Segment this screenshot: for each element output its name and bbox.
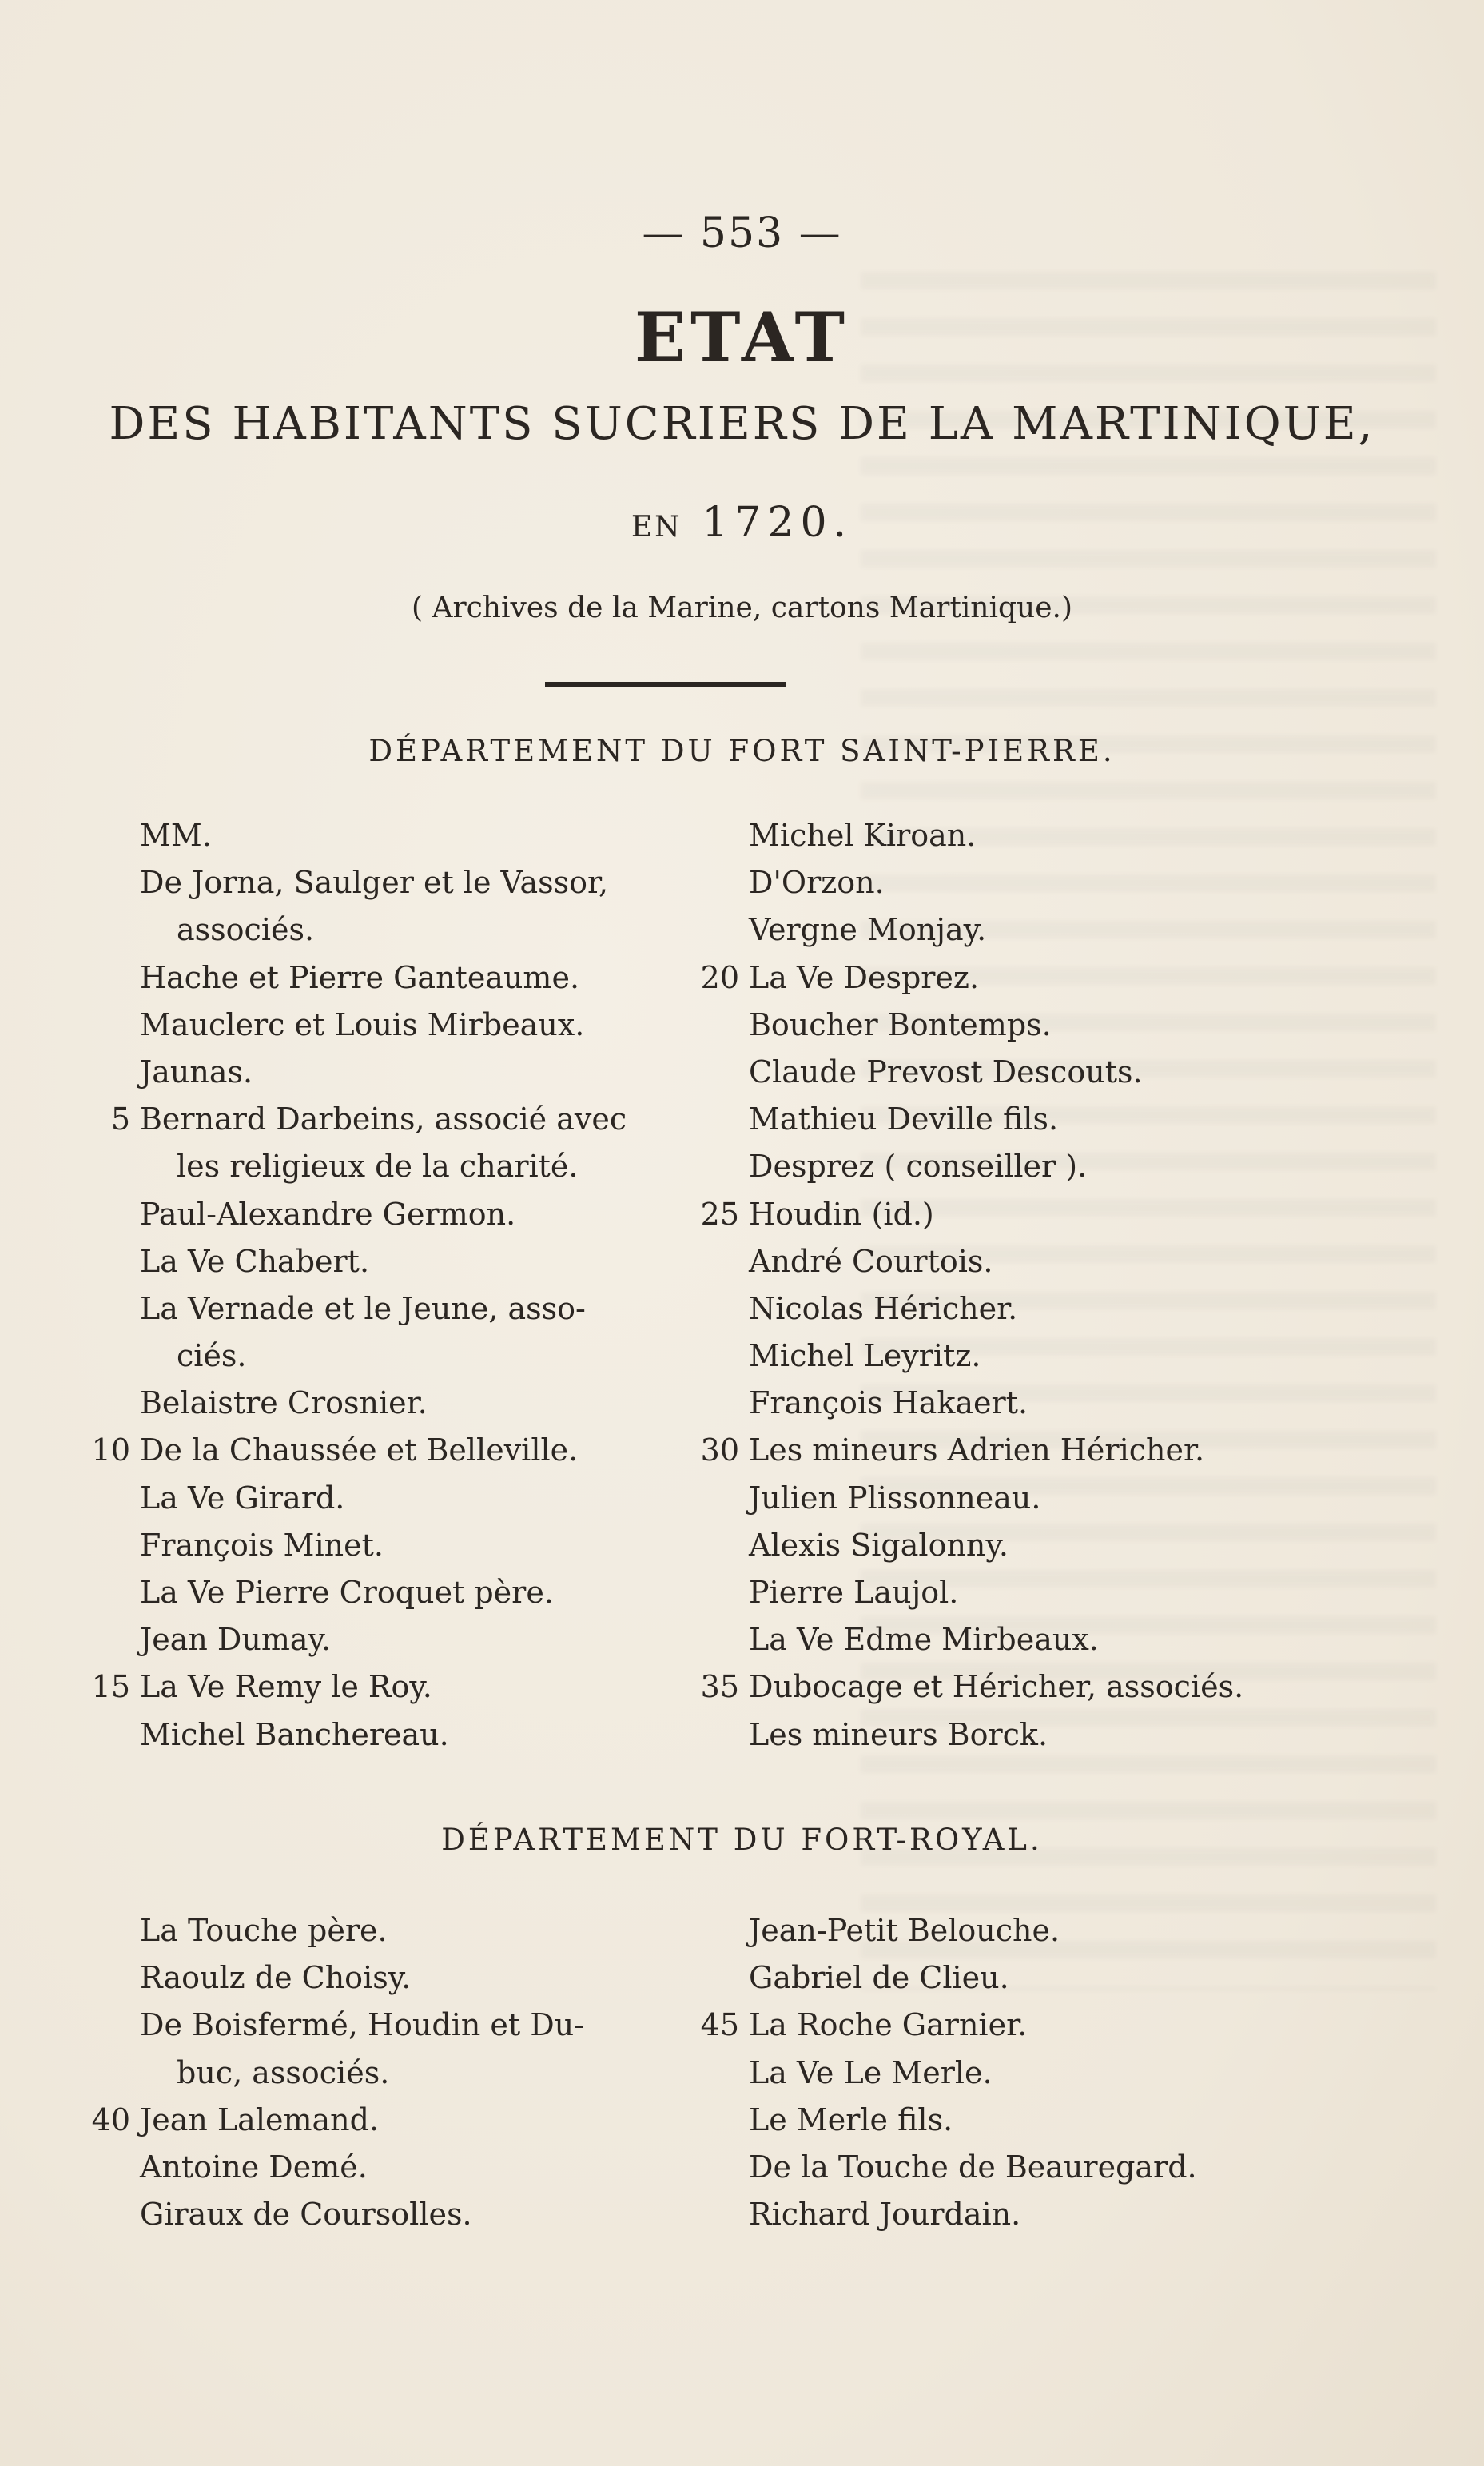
page-number: — 553 — bbox=[642, 209, 842, 257]
entry-text: La Ve Remy le Roy. bbox=[140, 1669, 432, 1705]
entry-text: Michel Leyritz. bbox=[749, 1338, 981, 1374]
list-item bbox=[749, 1522, 1324, 1569]
entry-text: Vergne Monjay. bbox=[749, 912, 987, 948]
list-item bbox=[140, 906, 667, 954]
entry-text: Boucher Bontemps. bbox=[749, 1006, 1052, 1042]
list-item bbox=[140, 1002, 667, 1049]
line-number: 5 bbox=[110, 1102, 130, 1137]
list-item bbox=[110, 1096, 667, 1143]
list-item bbox=[140, 1954, 667, 2002]
entry-text: Desprez ( conseiller ). bbox=[749, 1149, 1088, 1185]
year-prefix: EN bbox=[631, 511, 682, 544]
line-number: 25 bbox=[700, 1196, 739, 1232]
line-number: 10 bbox=[91, 1432, 130, 1468]
list-item bbox=[749, 1711, 1324, 1759]
list-item bbox=[700, 1427, 1324, 1474]
year: 1720. bbox=[702, 499, 853, 547]
list-item bbox=[140, 1333, 667, 1380]
list-item bbox=[700, 1191, 1324, 1238]
list-item bbox=[749, 1333, 1324, 1380]
source-citation: ( Archives de la Marine, cartons Martinique.) bbox=[411, 592, 1073, 624]
list-item bbox=[140, 1143, 667, 1190]
entry-text: Gabriel de Clieu. bbox=[749, 1960, 1009, 1996]
list-item bbox=[700, 1663, 1324, 1711]
page-subtitle: DES HABITANTS SUCRIERS DE LA MARTINIQUE, bbox=[109, 398, 1375, 450]
entry-text: Houdin (id.) bbox=[749, 1196, 934, 1232]
list-item bbox=[749, 859, 1324, 906]
fort-royal-left-column bbox=[91, 1907, 667, 2238]
list-item bbox=[140, 1475, 667, 1522]
list-item bbox=[140, 1569, 667, 1616]
line-number: 20 bbox=[700, 959, 739, 995]
entry-text: MM. bbox=[140, 818, 212, 853]
entry-text: André Courtois. bbox=[749, 1243, 993, 1279]
entry-text: Julien Plissonneau. bbox=[749, 1480, 1041, 1516]
list-item bbox=[140, 1191, 667, 1238]
list-item bbox=[91, 2097, 667, 2144]
saint-pierre-right-column bbox=[700, 812, 1324, 1759]
list-item bbox=[140, 859, 667, 906]
entry-text: Alexis Sigalonny. bbox=[749, 1527, 1009, 1563]
list-item bbox=[749, 1096, 1324, 1143]
entry-text: Giraux de Coursolles. bbox=[140, 2197, 472, 2233]
list-item bbox=[140, 1907, 667, 1954]
department-heading-fort-royal: DÉPARTEMENT DU FORT-ROYAL. bbox=[441, 1823, 1043, 1857]
list-item bbox=[91, 1427, 667, 1474]
list-item bbox=[749, 2144, 1324, 2191]
list-item bbox=[749, 2050, 1324, 2097]
entry-text: La Roche Garnier. bbox=[749, 2007, 1028, 2043]
entry-text: La Ve Desprez. bbox=[749, 959, 980, 995]
entry-text: La Touche père. bbox=[140, 1913, 388, 1948]
list-item bbox=[749, 1285, 1324, 1333]
entry-text: La Vernade et le Jeune, asso- bbox=[140, 1290, 586, 1326]
list-item bbox=[140, 2144, 667, 2191]
entry-text: Raoulz de Choisy. bbox=[140, 1960, 412, 1996]
list-item bbox=[140, 2002, 667, 2049]
list-item bbox=[749, 1907, 1324, 1954]
entry-text: Jean Dumay. bbox=[140, 1622, 332, 1658]
list-item bbox=[749, 1143, 1324, 1190]
list-item bbox=[140, 812, 667, 859]
list-item bbox=[749, 2191, 1324, 2238]
entry-text: Richard Jourdain. bbox=[749, 2197, 1021, 2233]
entry-text: Mauclerc et Louis Mirbeaux. bbox=[140, 1006, 585, 1042]
entry-text: Mathieu Deville fils. bbox=[749, 1102, 1059, 1137]
entry-text: La Ve Le Merle. bbox=[749, 2054, 993, 2090]
list-item bbox=[749, 1002, 1324, 1049]
entry-text: De la Chaussée et Belleville. bbox=[140, 1432, 579, 1468]
entry-text: François Minet. bbox=[140, 1527, 384, 1563]
list-item bbox=[749, 1238, 1324, 1285]
entry-text: associés. bbox=[177, 912, 315, 948]
entry-text: les religieux de la charité. bbox=[177, 1149, 579, 1185]
entry-text: Pierre Laujol. bbox=[749, 1575, 959, 1610]
entry-text: D'Orzon. bbox=[749, 865, 885, 901]
entry-text: Michel Banchereau. bbox=[140, 1716, 449, 1752]
list-item bbox=[749, 1569, 1324, 1616]
list-item bbox=[749, 1049, 1324, 1096]
entry-text: buc, associés. bbox=[177, 2054, 390, 2090]
line-number: 40 bbox=[91, 2101, 130, 2137]
entry-text: Jean-Petit Belouche. bbox=[749, 1913, 1060, 1948]
line-number: 30 bbox=[700, 1432, 739, 1468]
entry-text: Dubocage et Héricher, associés. bbox=[749, 1669, 1244, 1705]
entry-text: Hache et Pierre Ganteaume. bbox=[140, 959, 580, 995]
entry-text: ciés. bbox=[177, 1338, 247, 1374]
list-item bbox=[749, 812, 1324, 859]
entry-text: La Ve Chabert. bbox=[140, 1243, 370, 1279]
list-item bbox=[140, 1522, 667, 1569]
list-item bbox=[749, 906, 1324, 954]
list-item bbox=[749, 2097, 1324, 2144]
line-number: 35 bbox=[700, 1669, 739, 1705]
list-item bbox=[140, 2191, 667, 2238]
entry-text: Le Merle fils. bbox=[749, 2101, 953, 2137]
entry-text: Claude Prevost Descouts. bbox=[749, 1054, 1143, 1090]
entry-text: Nicolas Héricher. bbox=[749, 1290, 1018, 1326]
entry-text: Michel Kiroan. bbox=[749, 818, 977, 853]
divider-rule bbox=[545, 682, 786, 687]
list-item bbox=[140, 1238, 667, 1285]
entry-text: Belaistre Crosnier. bbox=[140, 1385, 428, 1421]
entry-text: Les mineurs Borck. bbox=[749, 1716, 1048, 1752]
entry-text: Paul-Alexandre Germon. bbox=[140, 1196, 516, 1232]
list-item bbox=[91, 1663, 667, 1711]
list-item bbox=[140, 1616, 667, 1663]
entry-text: La Ve Girard. bbox=[140, 1480, 345, 1516]
list-item bbox=[140, 2050, 667, 2097]
list-item bbox=[700, 2002, 1324, 2049]
year-line bbox=[0, 499, 1484, 547]
list-item bbox=[140, 1711, 667, 1759]
list-item bbox=[700, 954, 1324, 1002]
entry-text: La Ve Edme Mirbeaux. bbox=[749, 1622, 1099, 1658]
entry-text: Les mineurs Adrien Héricher. bbox=[749, 1432, 1205, 1468]
list-item bbox=[140, 1285, 667, 1333]
line-number: 45 bbox=[700, 2007, 739, 2043]
list-item bbox=[140, 954, 667, 1002]
entry-text: François Hakaert. bbox=[749, 1385, 1028, 1421]
fort-royal-right-column bbox=[700, 1907, 1324, 2238]
saint-pierre-left-column bbox=[91, 812, 667, 1759]
entry-text: Antoine Demé. bbox=[140, 2149, 368, 2185]
list-item bbox=[140, 1380, 667, 1427]
line-number: 15 bbox=[91, 1669, 130, 1705]
entry-text: Bernard Darbeins, associé avec bbox=[140, 1102, 627, 1137]
list-item bbox=[749, 1475, 1324, 1522]
department-heading-saint-pierre: DÉPARTEMENT DU FORT SAINT-PIERRE. bbox=[368, 734, 1116, 768]
entry-text: De Boisfermé, Houdin et Du- bbox=[140, 2007, 585, 2043]
entry-text: De Jorna, Saulger et le Vassor, bbox=[140, 865, 609, 901]
page-title: ETAT bbox=[634, 297, 850, 376]
list-item bbox=[749, 1380, 1324, 1427]
list-item bbox=[749, 1616, 1324, 1663]
list-item bbox=[140, 1049, 667, 1096]
entry-text: De la Touche de Beauregard. bbox=[749, 2149, 1197, 2185]
entry-text: Jean Lalemand. bbox=[140, 2101, 380, 2137]
entry-text: Jaunas. bbox=[140, 1054, 253, 1090]
entry-text: La Ve Pierre Croquet père. bbox=[140, 1575, 554, 1610]
list-item bbox=[749, 1954, 1324, 2002]
